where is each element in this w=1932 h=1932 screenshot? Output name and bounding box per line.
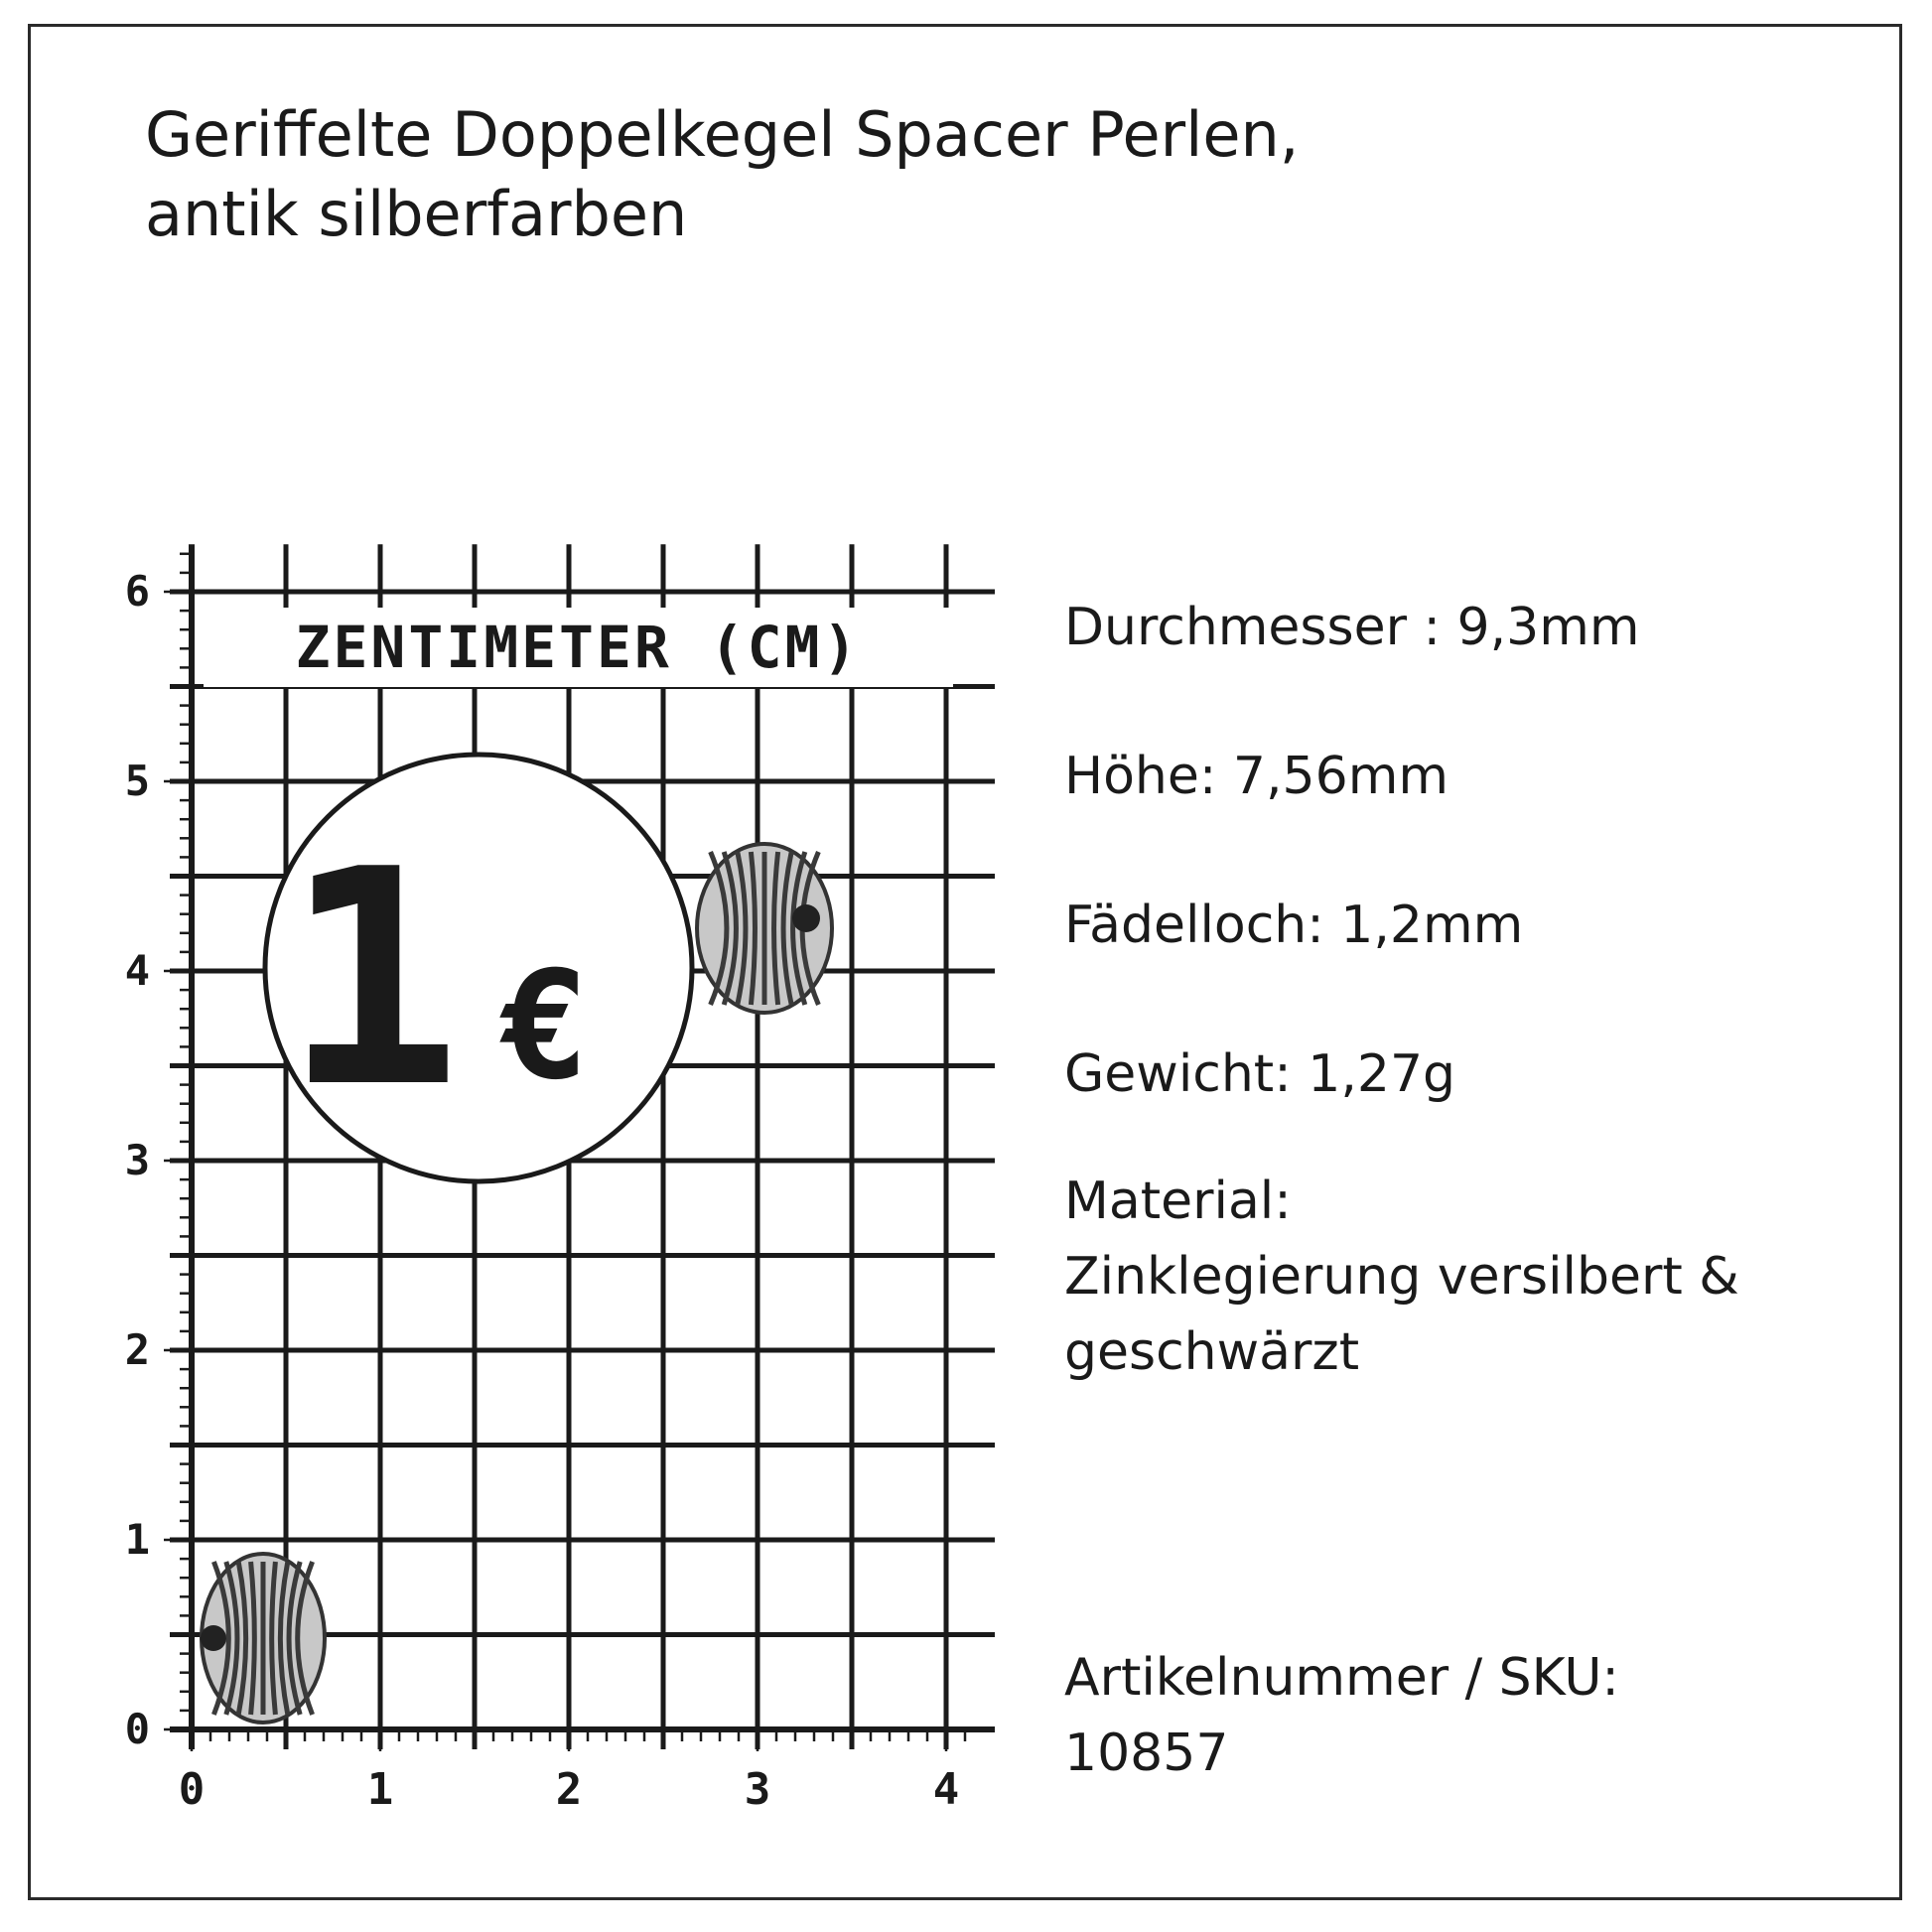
spec-sku-value: 10857	[1064, 1724, 1229, 1783]
y-tick-label: 6	[124, 567, 150, 616]
y-tick-label: 2	[124, 1325, 150, 1374]
spec-weight: Gewicht: 1,27g	[1064, 1044, 1456, 1104]
x-tick-label: 2	[555, 1764, 583, 1815]
x-tick-label: 0	[178, 1764, 206, 1815]
x-tick-label: 3	[744, 1764, 771, 1815]
y-tick-label: 0	[124, 1705, 150, 1753]
coin-value: 1	[282, 806, 462, 1153]
product-title-line2: antik silberfarben	[145, 178, 688, 250]
spec-material	[1064, 1164, 1739, 1390]
x-tick-label: 1	[366, 1764, 394, 1815]
y-tick-label: 3	[124, 1136, 150, 1184]
bead-icon	[201, 1554, 325, 1723]
y-tick-label: 1	[124, 1515, 150, 1564]
x-tick-labels	[179, 1764, 960, 1815]
ruler-label: ZENTIMETER (CM)	[295, 614, 861, 681]
spec-diameter: Durchmesser : 9,3mm	[1064, 598, 1640, 657]
y-tick-label: 5	[124, 757, 150, 805]
spec-height: Höhe: 7,56mm	[1064, 747, 1449, 806]
x-tick-label: 4	[932, 1764, 960, 1815]
spec-sku-label: Artikelnummer / SKU:	[1064, 1648, 1619, 1708]
spec-material-line2: geschwärzt	[1064, 1322, 1360, 1382]
spec-material-line1: Zinklegierung versilbert &	[1064, 1247, 1739, 1307]
product-title-line1: Geriffelte Doppelkegel Spacer Perlen,	[145, 98, 1300, 171]
y-tick-label: 4	[124, 946, 150, 995]
spec-material-label: Material:	[1064, 1172, 1292, 1231]
coin-icon	[265, 755, 692, 1181]
spec-sku	[1064, 1640, 1619, 1791]
spec-hole: Fädelloch: 1,2mm	[1064, 896, 1524, 955]
bead-icon	[697, 844, 832, 1013]
coin-currency: €	[498, 940, 590, 1113]
y-tick-labels	[125, 567, 150, 1753]
